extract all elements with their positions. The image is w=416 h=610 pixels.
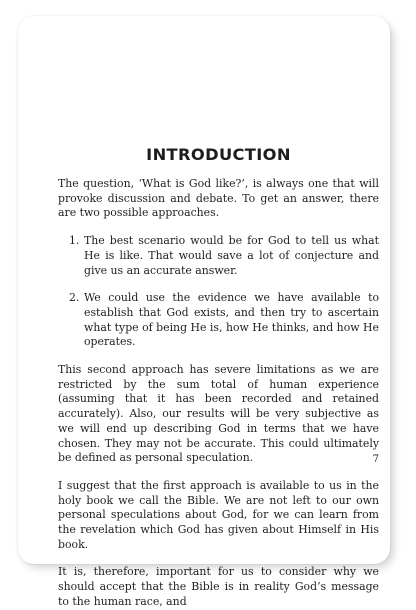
body-paragraph-1: This second approach has severe limitations as we are restricted by the sum total of human experience (assuming that it has been recorded and retained accurately). Also, our results will be very subjective as we will end up describing God in terms that we have chosen. They may not be accurate. This could ultimately be defined as personal speculation. (58, 363, 379, 465)
page-content (58, 40, 379, 610)
approach-text-2: We could use the evidence we have available to establish that God exists, and then try to ascertain what type of being He is, how He thinks, and how He operates. (84, 291, 379, 349)
approach-number-1: 1. (69, 234, 80, 248)
page-number: 7 (372, 454, 379, 465)
page-title: INTRODUCTION (146, 145, 291, 164)
intro-paragraph: The question, ‘What is God like?’, is always one that will provoke discussion and debate. To get an answer, there are two possible approaches. (58, 177, 379, 220)
approach-text-1: The best scenario would be for God to tell us what He is like. That would save a lot of conjecture and give us an accurate answer. (84, 234, 379, 277)
document-page (18, 16, 390, 608)
body-paragraph-2: I suggest that the first approach is available to us in the holy book we call the Bible. We are not left to our own personal speculations about God, for we can learn from the revelation which God has given about Himself in His book. (58, 478, 379, 551)
body-paragraph-3: It is, therefore, important for us to consider why we should accept that the Bible is in reality God’s message to the human race, and (58, 565, 379, 608)
approaches-list (58, 234, 379, 350)
approach-item-2 (58, 291, 379, 350)
approach-number-2: 2. (69, 291, 80, 305)
approach-item-1 (58, 234, 379, 278)
